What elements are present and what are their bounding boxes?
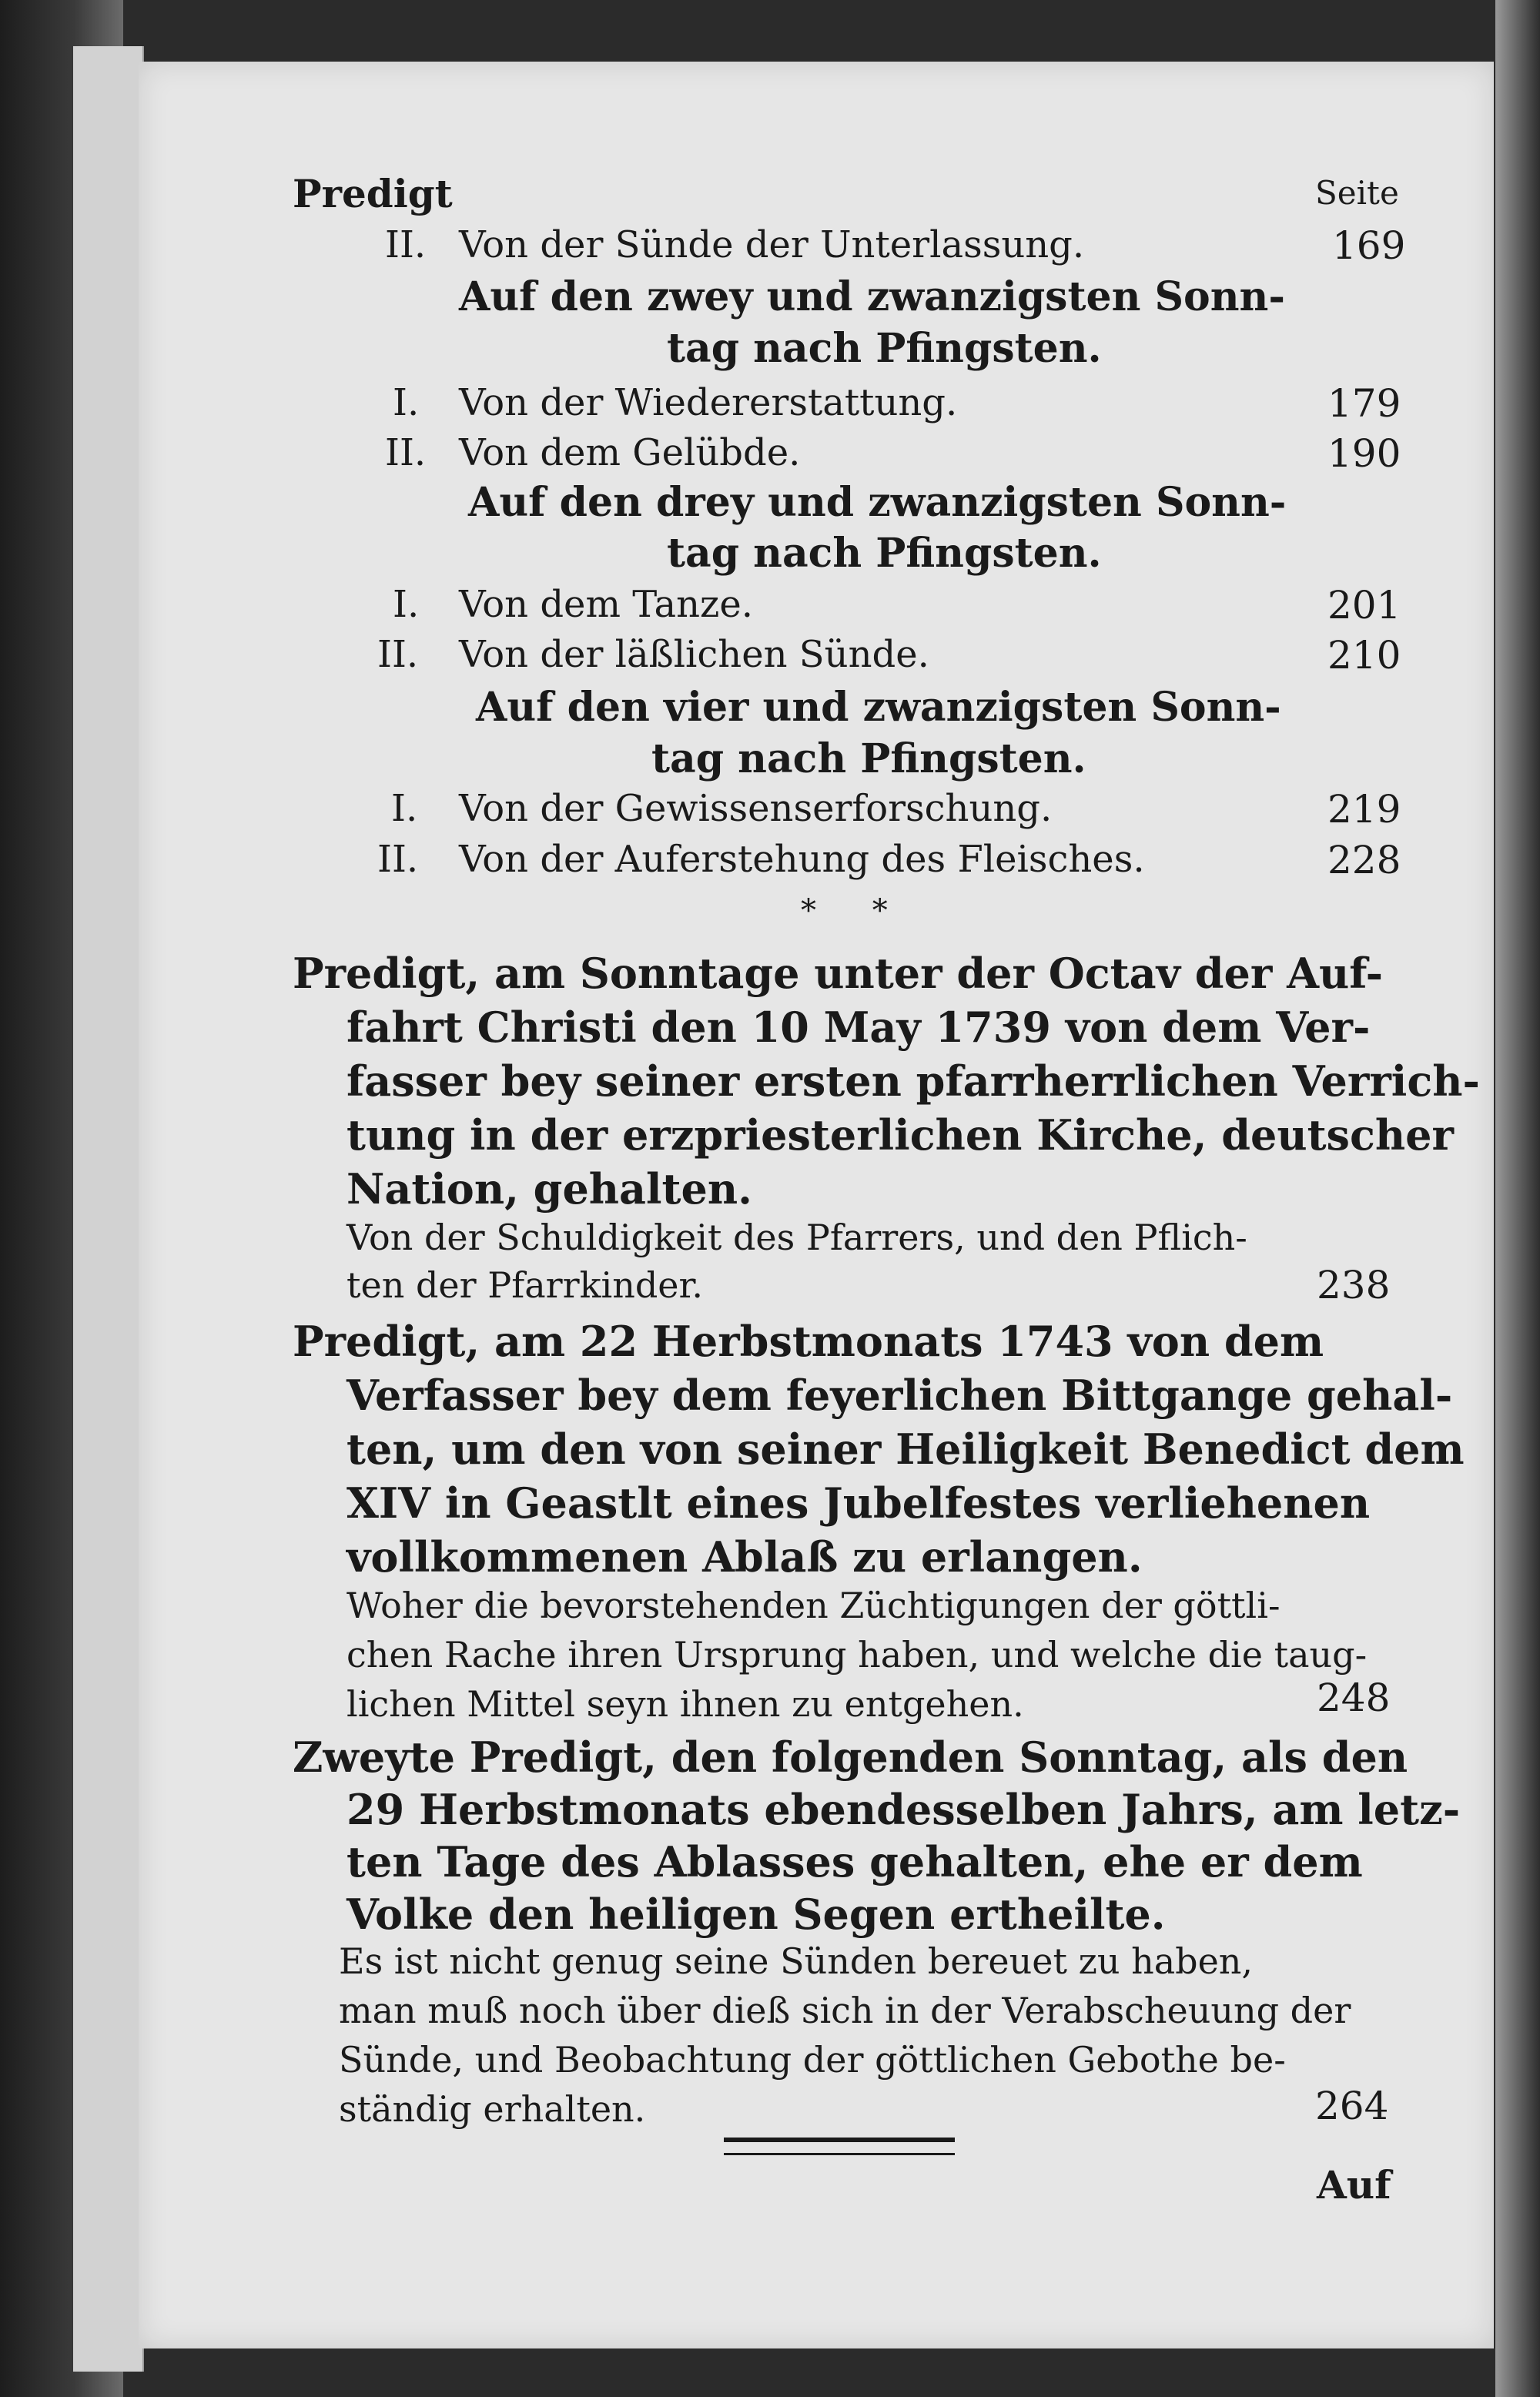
sermon-title: Predigt, am Sonntage unter der Octav der Auf- bbox=[293, 949, 1383, 998]
sermon-page: 264 bbox=[1315, 2084, 1389, 2128]
double-rule-top bbox=[724, 2138, 955, 2142]
entry-text: Von dem Gelübde. bbox=[459, 431, 801, 474]
sermon-desc: chen Rache ihren Ursprung haben, und welche die taug- bbox=[346, 1634, 1368, 1676]
entry-page: 169 bbox=[1332, 223, 1406, 268]
sermon-title: ten Tage des Ablasses gehalten, ehe er dem bbox=[346, 1837, 1363, 1886]
sermon-title: Verfasser bey dem feyerlichen Bittgange gehal- bbox=[346, 1371, 1453, 1420]
entry-num: II. bbox=[377, 838, 419, 881]
sermon-desc: Von der Schuldigkeit des Pfarrers, und den Pflich- bbox=[346, 1217, 1247, 1258]
section-heading: tag nach Pfingsten. bbox=[667, 325, 1102, 372]
sermon-title: fasser bey seiner ersten pfarrherrlichen Verrich- bbox=[346, 1056, 1480, 1106]
entry-num: II. bbox=[385, 223, 427, 266]
sermon-title: vollkommenen Ablaß zu erlangen. bbox=[346, 1532, 1143, 1582]
sermon-title: Nation, gehalten. bbox=[346, 1164, 752, 1214]
sermon-page: 248 bbox=[1317, 1676, 1391, 1720]
ornament-asterisks: * * bbox=[801, 893, 911, 929]
section-heading: tag nach Pfingsten. bbox=[667, 530, 1102, 577]
entry-num: I. bbox=[393, 381, 420, 424]
sermon-desc: lichen Mittel seyn ihnen zu entgehen. bbox=[346, 1683, 1024, 1725]
entry-text: Von der läßlichen Sünde. bbox=[459, 633, 929, 676]
sermon-title: ten, um den von seiner Heiligkeit Benedict dem bbox=[346, 1424, 1465, 1474]
section-heading: Auf den zwey und zwanzigsten Sonn- bbox=[459, 273, 1285, 320]
entry-text: Von der Wiedererstattung. bbox=[459, 381, 958, 424]
entry-num: II. bbox=[385, 431, 427, 474]
entry-page: 201 bbox=[1327, 583, 1401, 628]
sermon-desc: Es ist nicht genug seine Sünden bereuet zu haben, bbox=[339, 1940, 1254, 1982]
sermon-desc: Sünde, und Beobachtung der göttlichen Gebothe be- bbox=[339, 2039, 1286, 2081]
sermon-desc: man muß noch über dieß sich in der Verabscheuung der bbox=[339, 1990, 1351, 2031]
entry-num: I. bbox=[393, 583, 420, 626]
header-right: Seite bbox=[1315, 174, 1399, 212]
page-edge bbox=[73, 46, 144, 2372]
sermon-title: tung in der erzpriesterlichen Kirche, deutscher bbox=[346, 1110, 1454, 1160]
sermon-title: Predigt, am 22 Herbstmonats 1743 von dem bbox=[293, 1317, 1324, 1366]
sermon-title: Volke den heiligen Segen ertheilte. bbox=[346, 1890, 1166, 1939]
entry-num: I. bbox=[391, 787, 418, 830]
double-rule-bottom bbox=[724, 2153, 955, 2155]
entry-page: 179 bbox=[1327, 381, 1401, 426]
section-heading: Auf den vier und zwanzigsten Sonn- bbox=[476, 684, 1281, 731]
entry-page: 219 bbox=[1327, 787, 1401, 832]
entry-text: Von dem Tanze. bbox=[459, 583, 754, 626]
sermon-desc: Woher die bevorstehenden Züchtigungen der göttli- bbox=[346, 1585, 1281, 1626]
sermon-title: Zweyte Predigt, den folgenden Sonntag, als den bbox=[293, 1732, 1408, 1782]
section-heading: Auf den drey und zwanzigsten Sonn- bbox=[468, 479, 1287, 526]
sermon-desc: ständig erhalten. bbox=[339, 2088, 646, 2130]
sermon-title: XIV in Geastlt eines Jubelfestes verliehenen bbox=[346, 1478, 1371, 1528]
sermon-page: 238 bbox=[1317, 1263, 1391, 1307]
sermon-title: fahrt Christi den 10 May 1739 von dem Ver- bbox=[346, 1003, 1371, 1052]
section-heading: tag nach Pfingsten. bbox=[651, 735, 1086, 782]
sermon-title: 29 Herbstmonats ebendesselben Jahrs, am letz- bbox=[346, 1785, 1461, 1834]
sermon-desc: ten der Pfarrkinder. bbox=[346, 1264, 704, 1306]
entry-text: Von der Auferstehung des Fleisches. bbox=[459, 838, 1145, 881]
catchword: Auf bbox=[1317, 2162, 1391, 2208]
entry-num: II. bbox=[377, 633, 419, 676]
entry-page: 190 bbox=[1327, 431, 1401, 476]
entry-text: Von der Sünde der Unterlassung. bbox=[459, 223, 1085, 266]
header-left: Predigt bbox=[293, 171, 453, 216]
entry-text: Von der Gewissenserforschung. bbox=[459, 787, 1053, 830]
page-right-shadow bbox=[1495, 0, 1540, 2397]
entry-page: 210 bbox=[1327, 633, 1401, 678]
entry-page: 228 bbox=[1327, 838, 1401, 882]
